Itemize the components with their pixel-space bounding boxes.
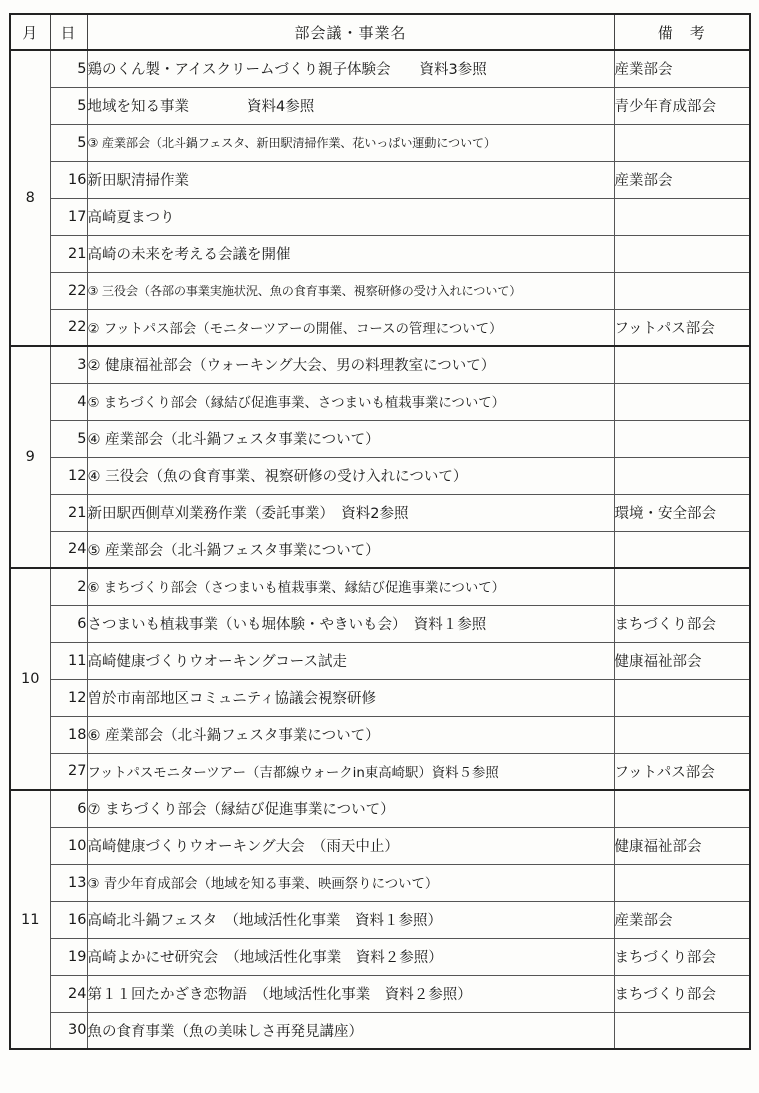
note-cell [614,457,750,494]
note-cell: 産業部会 [614,161,750,198]
day-cell: 27 [50,753,87,790]
day-cell: 16 [50,161,87,198]
day-cell: 12 [50,679,87,716]
event-name-cell: 高崎夏まつり [87,198,614,235]
table-row [10,864,750,901]
note-cell [614,790,750,827]
header-event-name: 部会議・事業名 [87,14,614,50]
table-row [10,161,750,198]
table-header [10,14,750,50]
day-cell: 5 [50,87,87,124]
note-cell [614,864,750,901]
day-cell: 2 [50,568,87,605]
day-cell: 24 [50,531,87,568]
event-name-cell: 新田駅清掃作業 [87,161,614,198]
note-cell [614,383,750,420]
note-cell: フットパス部会 [614,753,750,790]
day-cell: 21 [50,235,87,272]
note-cell: まちづくり部会 [614,605,750,642]
day-cell: 6 [50,605,87,642]
day-cell: 11 [50,642,87,679]
event-name-cell: 鶏のくん製・アイスクリームづくり親子体験会 資料3参照 [87,50,614,87]
day-cell: 5 [50,124,87,161]
event-name-cell: ② 健康福祉部会（ウォーキング大会、男の料理教室について） [87,346,614,383]
event-name-cell: 第１１回たかざき恋物語 （地域活性化事業 資料２参照） [87,975,614,1012]
table-row [10,568,750,605]
event-name-cell: ③ 三役会（各部の事業実施状況、魚の食育事業、視察研修の受け入れについて） [87,272,614,309]
event-name-cell: ③ 産業部会（北斗鍋フェスタ、新田駅清掃作業、花いっぱい運動について） [87,124,614,161]
day-cell: 12 [50,457,87,494]
event-name-cell: 曽於市南部地区コミュニティ協議会視察研修 [87,679,614,716]
event-name-cell: ④ 産業部会（北斗鍋フェスタ事業について） [87,420,614,457]
day-cell: 24 [50,975,87,1012]
event-name-cell: ③ 青少年育成部会（地域を知る事業、映画祭りについて） [87,864,614,901]
table-row [10,716,750,753]
table-row [10,420,750,457]
day-cell: 16 [50,901,87,938]
table-row [10,1012,750,1049]
day-cell: 17 [50,198,87,235]
note-cell [614,124,750,161]
event-name-cell: フットパスモニターツアー（吉都線ウォークin東高崎駅）資料５参照 [87,753,614,790]
note-cell: まちづくり部会 [614,938,750,975]
table-row [10,494,750,531]
event-name-cell: 魚の食育事業（魚の美味しさ再発見講座） [87,1012,614,1049]
event-name-cell: 高崎よかにせ研究会 （地域活性化事業 資料２参照） [87,938,614,975]
day-cell: 19 [50,938,87,975]
table-row [10,346,750,383]
header-note: 備 考 [614,14,750,50]
month-cell: 8 [10,50,50,346]
event-name-cell: 高崎健康づくりウオーキング大会 （雨天中止） [87,827,614,864]
month-cell: 10 [10,568,50,790]
table-row [10,309,750,346]
event-name-cell: ④ 三役会（魚の食育事業、視察研修の受け入れについて） [87,457,614,494]
event-name-cell: さつまいも植栽事業（いも堀体験・やきいも会） 資料１参照 [87,605,614,642]
table-row [10,753,750,790]
event-name-cell: ② フットパス部会（モニターツアーの開催、コースの管理について） [87,309,614,346]
schedule-table [9,13,751,1050]
table-row [10,790,750,827]
note-cell [614,198,750,235]
note-cell: 産業部会 [614,901,750,938]
event-name-cell: 高崎の未来を考える会議を開催 [87,235,614,272]
note-cell: 環境・安全部会 [614,494,750,531]
header-month: 月 [10,14,50,50]
event-name-cell: 高崎健康づくりウオーキングコース試走 [87,642,614,679]
table-row [10,124,750,161]
day-cell: 5 [50,50,87,87]
table-row [10,938,750,975]
event-name-cell: 地域を知る事業 資料4参照 [87,87,614,124]
day-cell: 22 [50,309,87,346]
day-cell: 4 [50,383,87,420]
event-name-cell: ⑦ まちづくり部会（縁結び促進事業について） [87,790,614,827]
event-name-cell: ⑥ まちづくり部会（さつまいも植栽事業、縁結び促進事業について） [87,568,614,605]
table-row [10,235,750,272]
note-cell [614,420,750,457]
note-cell [614,679,750,716]
day-cell: 5 [50,420,87,457]
month-cell: 11 [10,790,50,1049]
note-cell: 健康福祉部会 [614,642,750,679]
table-row [10,50,750,87]
table-body [10,50,750,1049]
day-cell: 13 [50,864,87,901]
table-row [10,605,750,642]
table-row [10,457,750,494]
day-cell: 10 [50,827,87,864]
table-row [10,827,750,864]
event-name-cell: 新田駅西側草刈業務作業（委託事業） 資料2参照 [87,494,614,531]
month-cell: 9 [10,346,50,568]
table-row [10,531,750,568]
table-row [10,679,750,716]
note-cell [614,1012,750,1049]
table-row [10,87,750,124]
schedule-sheet [9,13,749,1082]
header-day: 日 [50,14,87,50]
table-row [10,901,750,938]
day-cell: 21 [50,494,87,531]
table-row [10,198,750,235]
table-row [10,642,750,679]
event-name-cell: ⑥ 産業部会（北斗鍋フェスタ事業について） [87,716,614,753]
note-cell [614,531,750,568]
note-cell: フットパス部会 [614,309,750,346]
day-cell: 3 [50,346,87,383]
event-name-cell: ⑤ 産業部会（北斗鍋フェスタ事業について） [87,531,614,568]
day-cell: 6 [50,790,87,827]
note-cell [614,235,750,272]
table-row [10,975,750,1012]
note-cell [614,272,750,309]
day-cell: 18 [50,716,87,753]
day-cell: 22 [50,272,87,309]
note-cell: まちづくり部会 [614,975,750,1012]
note-cell [614,716,750,753]
event-name-cell: ⑤ まちづくり部会（縁結び促進事業、さつまいも植栽事業について） [87,383,614,420]
note-cell [614,568,750,605]
event-name-cell: 高崎北斗鍋フェスタ （地域活性化事業 資料１参照） [87,901,614,938]
table-row [10,272,750,309]
note-cell [614,346,750,383]
note-cell: 産業部会 [614,50,750,87]
note-cell: 健康福祉部会 [614,827,750,864]
note-cell: 青少年育成部会 [614,87,750,124]
table-row [10,383,750,420]
day-cell: 30 [50,1012,87,1049]
